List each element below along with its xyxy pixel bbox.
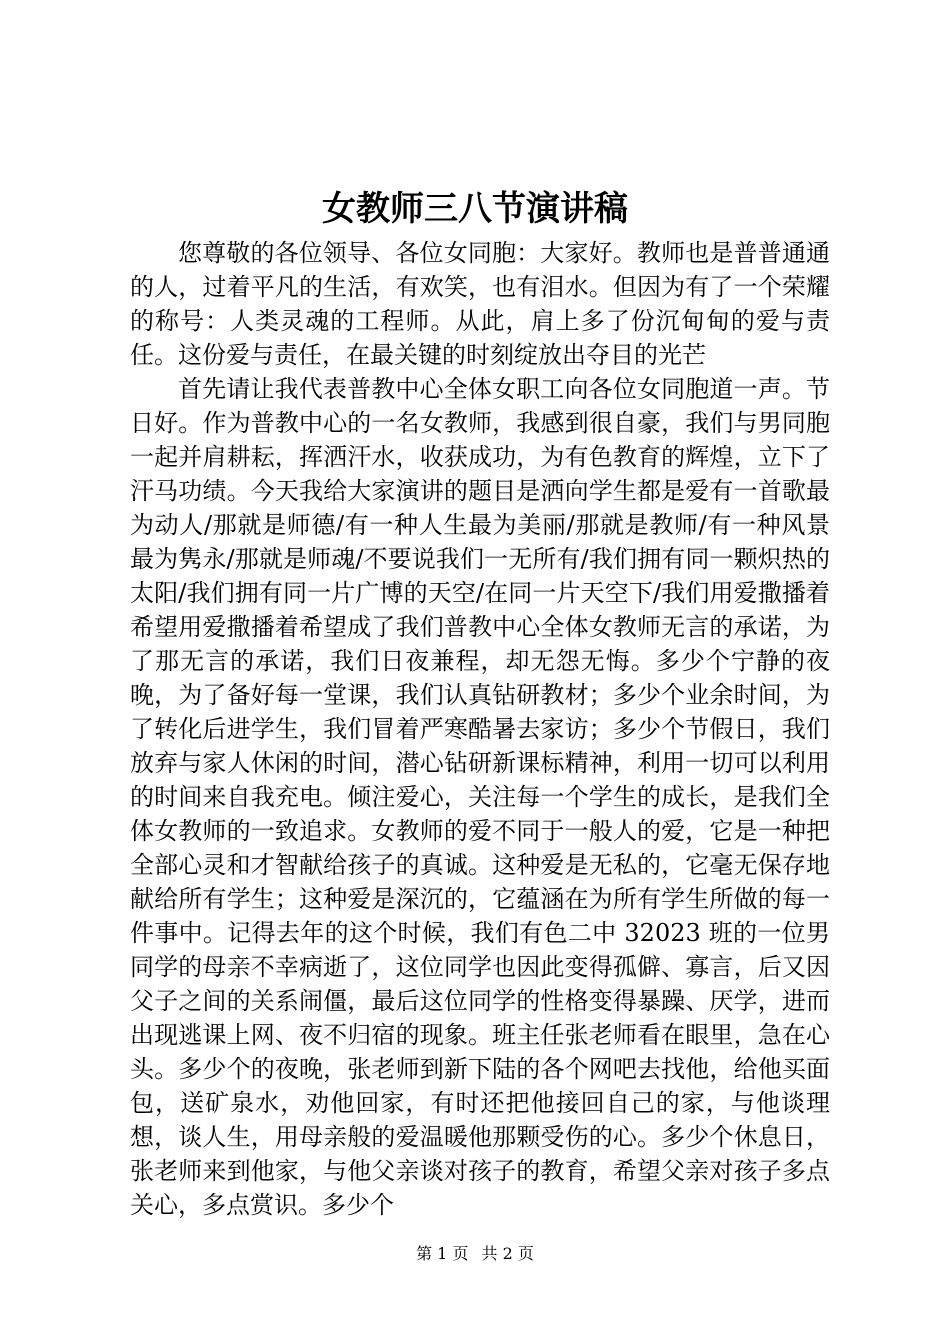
document-title: 女教师三八节演讲稿 <box>322 189 628 229</box>
page-total: 共 2 页 <box>481 1244 534 1263</box>
document-body <box>130 236 830 1222</box>
paragraph-main: 首先请让我代表普教中心全体女职工向各位女同胞道一声。节日好。作为普教中心的一名女教师，我感到很自豪，我们与男同胞一起并肩耕耘，挥洒汗水，收获成功，为有色教育的辉煌，立下了汗马功绩。今天我给大家演讲的题目是洒向学生都是爱有一首歌最为动人/那就是师德/有一种人生最为美丽/那就是教师/有一种风景最为隽永/那就是师魂/不要说我们一无所有/我们拥有同一颗炽热的太阳/我们拥有同一片广博的天空/在同一片天空下/我们用爱撒播着希望用爱撒播着希望成了我们普教中心全体女教师无言的承诺，为了那无言的承诺，我们日夜兼程，却无怨无悔。多少个宁静的夜晚，为了备好每一堂课，我们认真钻研教材；多少个业余时间，为了转化后进学生，我们冒着严寒酷暑去家访；多少个节假日，我们放弃与家人休闲的时间，潜心钻研新课标精神，利用一切可以利用的时间来自我充电。倾注爱心，关注每一个学生的成长，是我们全体女教师的一致追求。女教师的爱不同于一般人的爱，它是一种把全部心灵和才智献给孩子的真诚。这种爱是无私的，它毫无保存地献给所有学生；这种爱是深沉的，它蕴涵在为所有学生所做的每一件事中。记得去年的这个时候，我们有色二中 32023 班的一位男同学的母亲不幸病逝了，这位同学也因此变得孤僻、寡言，后又因父子之间的关系闹僵，最后这位同学的性格变得暴躁、厌学，进而出现逃课上网、夜不归宿的现象。班主任张老师看在眼里，急在心头。多少个的夜晚，张老师到新下陆的各个网吧去找他，给他买面包，送矿泉水，劝他回家，有时还把他接回自己的家，与他谈理想，谈人生，用母亲般的爱温暖他那颗受伤的心。多少个休息日，张老师来到他家，与他父亲谈对孩子的教育，希望父亲对孩子多点关心，多点赏识。多少个 <box>130 375 830 1219</box>
page-number: 第 1 页 <box>416 1244 469 1263</box>
paragraph-greeting: 您尊敬的各位领导、各位女同胞：大家好。教师也是普普通通的人，过着平凡的生活，有欢笑，也有泪水。但因为有了一个荣耀的称号：人类灵魂的工程师。从此，肩上多了份沉甸甸的爱与责任。这份爱与责任，在最关键的时刻绽放出夺目的光芒 <box>130 239 830 369</box>
page-footer <box>0 1243 950 1265</box>
